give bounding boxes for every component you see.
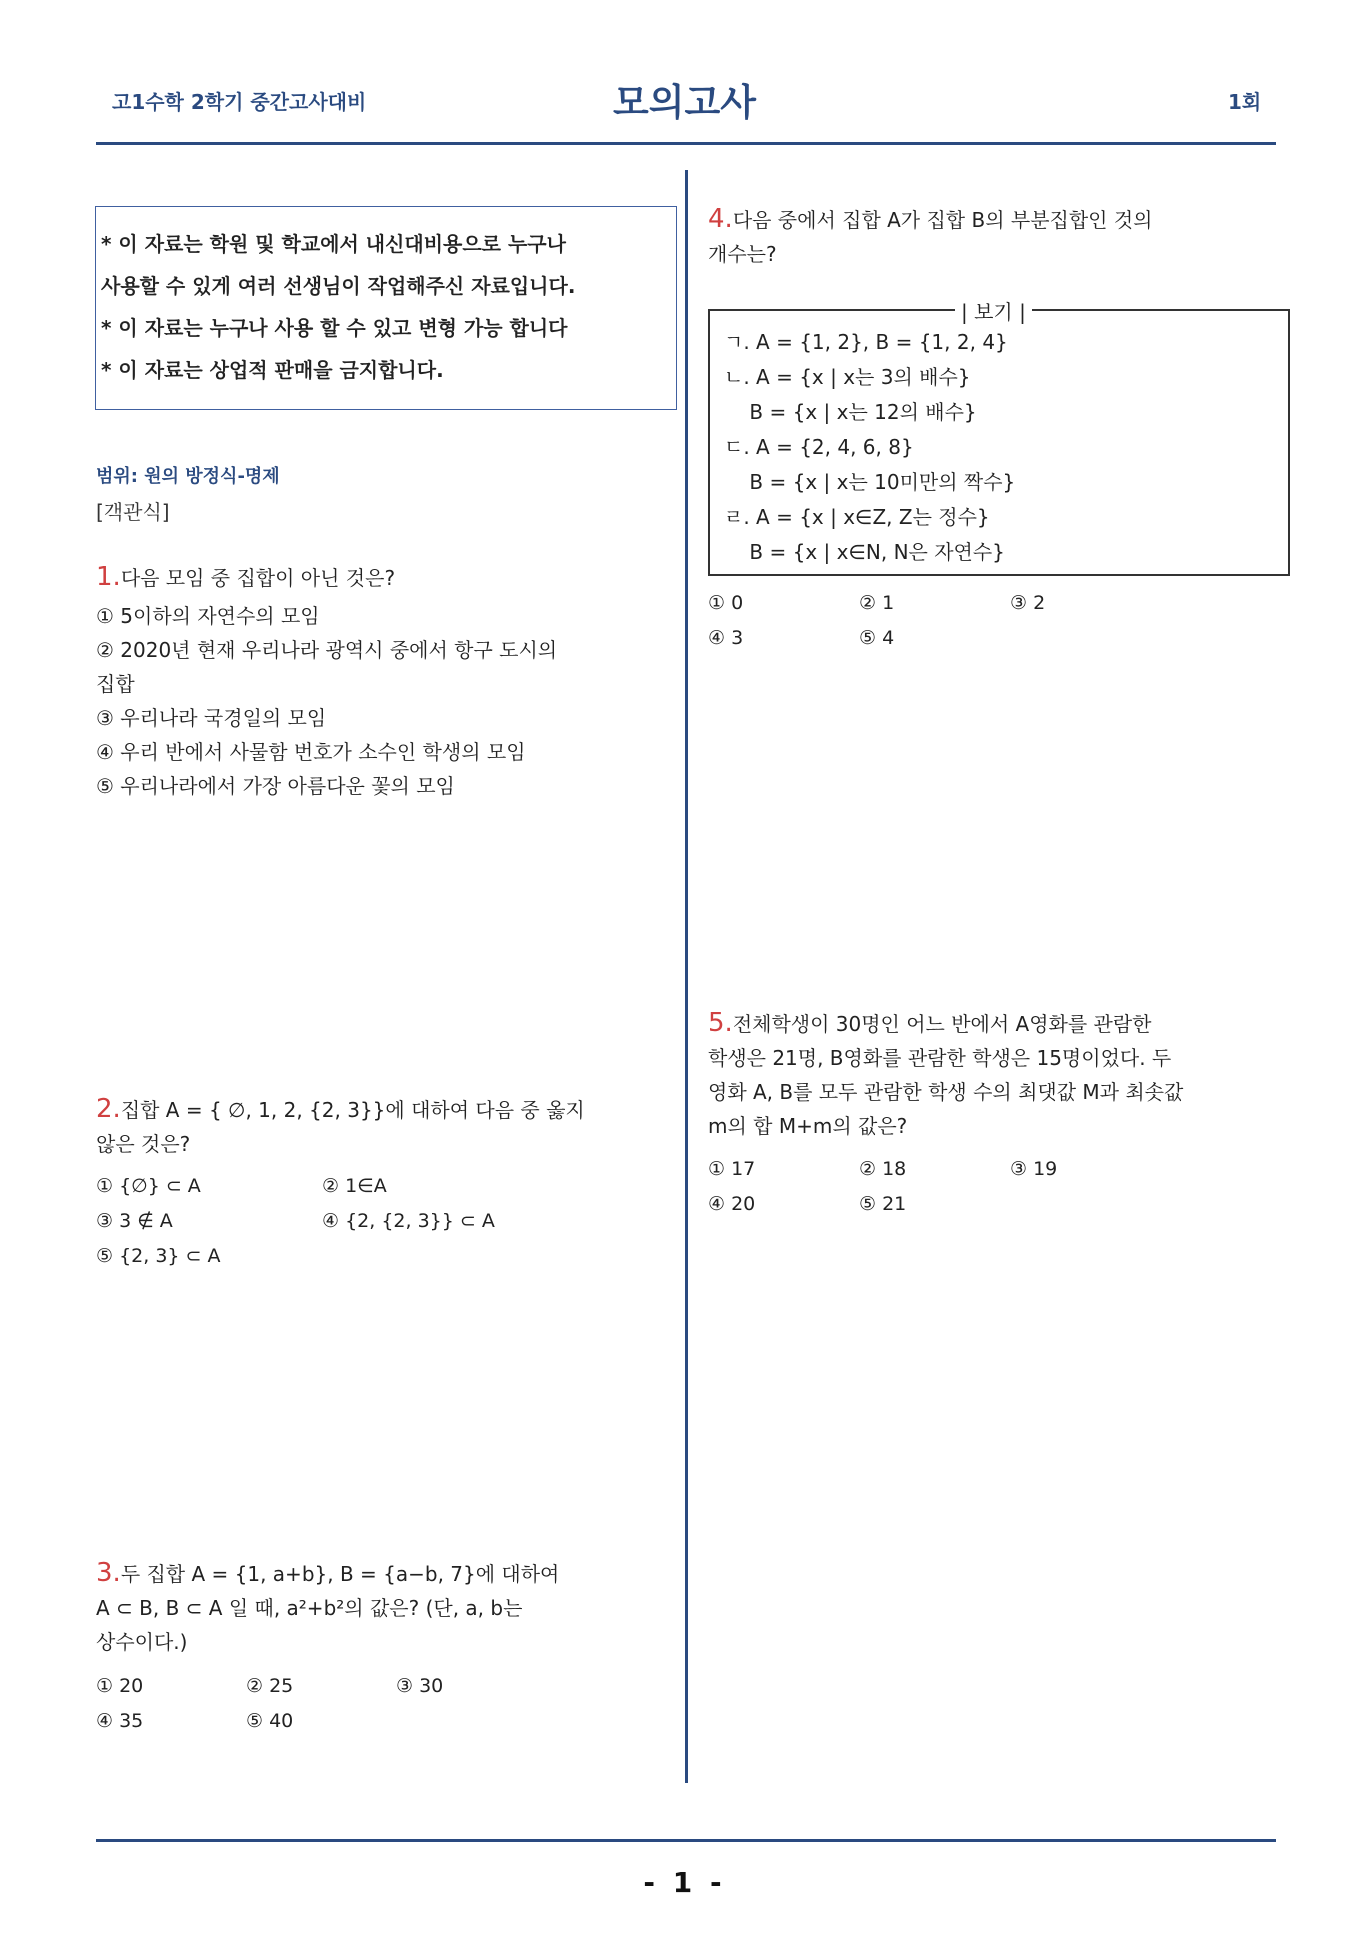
question-2 <box>96 1092 676 1161</box>
notice-line: * 이 자료는 상업적 판매을 금지합니다. <box>101 358 444 382</box>
question-text-cont: 상수이다.) <box>96 1630 188 1654</box>
option-2: ② 1 <box>859 592 895 614</box>
option-5: ⑤ {2, 3} ⊂ A <box>96 1245 221 1267</box>
option-1: ① 5이하의 자연수의 모임 <box>96 604 320 628</box>
option-5: ⑤ 21 <box>859 1193 907 1215</box>
question-text-cont: 개수는? <box>708 242 777 266</box>
column-divider <box>685 170 688 1783</box>
question-text: 다음 모임 중 집합이 아닌 것은? <box>120 566 396 590</box>
question-number: 4. <box>708 204 733 234</box>
notice-box <box>95 206 677 410</box>
notice-line: * 이 자료는 학원 및 학교에서 내신대비용으로 누구나 <box>101 232 566 256</box>
bogi-item: ㄹ. A = {x | x∈Z, Z는 정수} <box>724 505 990 529</box>
option-2: ② 25 <box>246 1675 294 1697</box>
option-1: ① {∅} ⊂ A <box>96 1175 201 1197</box>
option-1: ① 17 <box>708 1158 756 1180</box>
bogi-label: | 보기 | <box>955 296 1032 325</box>
option-3: ③ 2 <box>1010 592 1046 614</box>
bogi-item: ㄴ. A = {x | x는 3의 배수} <box>724 365 971 389</box>
question-number: 2. <box>96 1094 121 1124</box>
option-3: ③ 3 ∉ A <box>96 1210 173 1232</box>
option-1: ① 0 <box>708 592 744 614</box>
option-3: ③ 19 <box>1010 1158 1058 1180</box>
header-subject: 고1수학 2학기 중간고사대비 <box>112 90 367 114</box>
notice-line: * 이 자료는 누구나 사용 할 수 있고 변형 가능 합니다 <box>101 316 568 340</box>
question-text-cont: 않은 것은? <box>96 1132 191 1156</box>
option-3: ③ 30 <box>396 1675 444 1697</box>
option-4: ④ 20 <box>708 1193 756 1215</box>
question-number: 3. <box>96 1558 121 1588</box>
option-2: ② 18 <box>859 1158 907 1180</box>
header-round: 1회 <box>1228 90 1262 114</box>
option-4: ④ {2, {2, 3}} ⊂ A <box>322 1210 495 1232</box>
option-5: ⑤ 40 <box>246 1710 294 1732</box>
question-text-cont: m의 합 M+m의 값은? <box>708 1114 908 1138</box>
q5-options <box>708 1158 1288 1228</box>
option-5: ⑤ 우리나라에서 가장 아름다운 꽃의 모임 <box>96 774 455 798</box>
footer-divider <box>96 1839 1276 1842</box>
exam-range: 범위: 원의 방정식-명제 <box>96 466 280 487</box>
bogi-item: B = {x | x는 12의 배수} <box>724 400 977 424</box>
header-divider <box>96 142 1276 145</box>
option-4: ④ 3 <box>708 627 744 649</box>
question-4 <box>708 202 1288 271</box>
question-text-cont: A ⊂ B, B ⊂ A 일 때, a²+b²의 값은? (단, a, b는 <box>96 1596 523 1620</box>
question-1 <box>96 560 676 803</box>
option-2: ② 2020년 현재 우리나라 광역시 중에서 항구 도시의 <box>96 638 558 662</box>
option-4: ④ 35 <box>96 1710 144 1732</box>
option-1: ① 20 <box>96 1675 144 1697</box>
question-text: 다음 중에서 집합 A가 집합 B의 부분집합인 것의 <box>732 208 1153 232</box>
q2-options <box>96 1175 676 1280</box>
page-number: - 1 - <box>643 1866 726 1899</box>
notice-line: 사용할 수 있게 여러 선생님이 작업해주신 자료입니다. <box>101 274 576 298</box>
question-text-cont: 학생은 21명, B영화를 관람한 학생은 15명이었다. 두 <box>708 1046 1172 1070</box>
page-title: 모의고사 <box>613 81 756 124</box>
question-number: 1. <box>96 562 121 592</box>
question-text: 전체학생이 30명인 어느 반에서 A영화를 관람한 <box>732 1012 1152 1036</box>
option-2-cont: 집합 <box>96 672 135 696</box>
section-label: [객관식] <box>96 500 170 524</box>
question-text: 두 집합 A = {1, a+b}, B = {a−b, 7}에 대하여 <box>120 1562 560 1586</box>
option-4: ④ 우리 반에서 사물함 번호가 소수인 학생의 모임 <box>96 740 526 764</box>
question-text: 집합 A = { ∅, 1, 2, {2, 3}}에 대하여 다음 중 옳지 <box>120 1098 585 1122</box>
q3-options <box>96 1675 676 1745</box>
option-5: ⑤ 4 <box>859 627 895 649</box>
question-5 <box>708 1006 1308 1143</box>
option-3: ③ 우리나라 국경일의 모임 <box>96 706 327 730</box>
q4-options <box>708 592 1288 662</box>
question-text-cont: 영화 A, B를 모두 관람한 학생 수의 최댓값 M과 최솟값 <box>708 1080 1184 1104</box>
question-3 <box>96 1556 676 1659</box>
bogi-content <box>724 325 1015 570</box>
question-number: 5. <box>708 1008 733 1038</box>
bogi-item: B = {x | x는 10미만의 짝수} <box>724 470 1016 494</box>
bogi-item: ㄷ. A = {2, 4, 6, 8} <box>724 435 914 459</box>
bogi-item: ㄱ. A = {1, 2}, B = {1, 2, 4} <box>724 330 1008 354</box>
option-2: ② 1∈A <box>322 1175 387 1197</box>
bogi-item: B = {x | x∈N, N은 자연수} <box>724 540 1005 564</box>
